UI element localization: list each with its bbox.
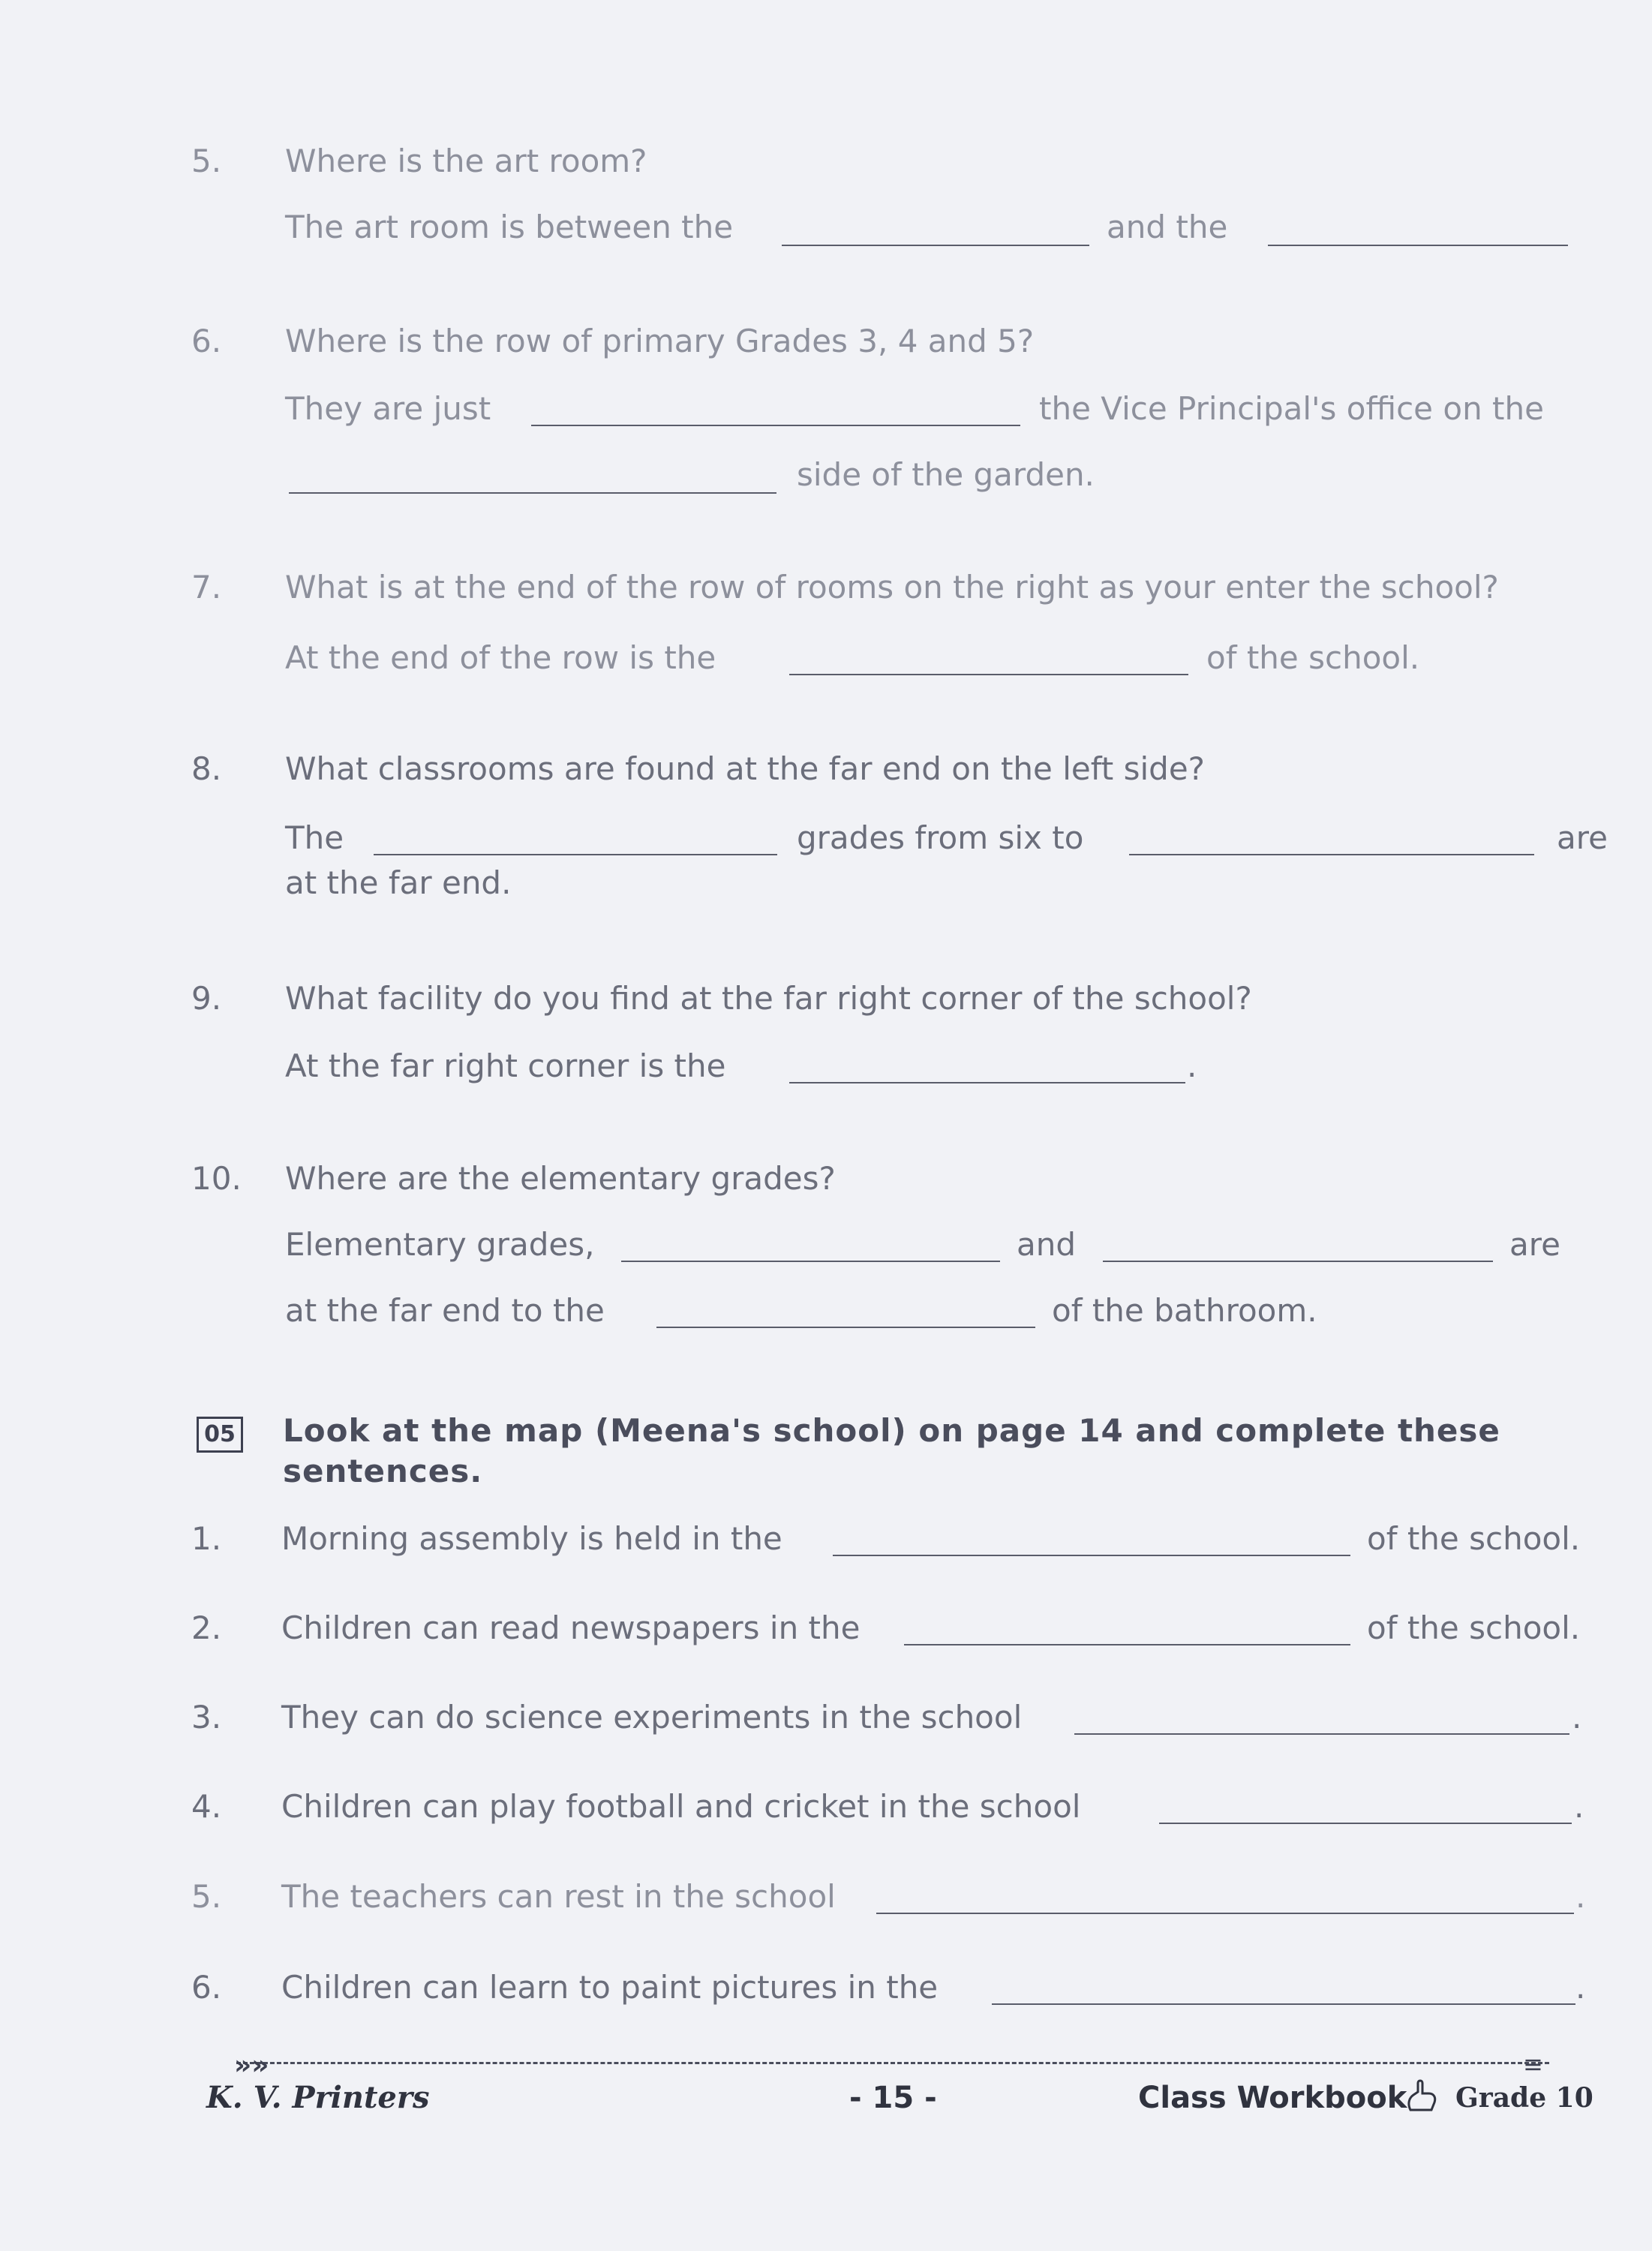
answer-text: of the school.: [1206, 639, 1420, 676]
answer-text: are: [1557, 819, 1608, 856]
publisher-name: K. V. Printers: [206, 2080, 430, 2115]
item-number: 3.: [191, 1699, 222, 1736]
item-end-text: of the school.: [1367, 1520, 1581, 1557]
answer-text: at the far end.: [285, 864, 512, 901]
answer-blank[interactable]: [782, 245, 1089, 246]
question-text: What facility do you find at the far right corner of the school?: [285, 980, 1252, 1017]
question-number: 5.: [191, 143, 222, 179]
question-text: Where is the art room?: [285, 143, 647, 179]
item-end-text: .: [1575, 1969, 1586, 2006]
item-number: 2.: [191, 1609, 222, 1646]
item-end-text: .: [1575, 1878, 1586, 1915]
item-text: The teachers can rest in the school: [281, 1878, 836, 1915]
answer-text: of the bathroom.: [1052, 1292, 1317, 1329]
page-number: - 15 -: [849, 2081, 937, 2115]
question-number: 6.: [191, 323, 222, 359]
answer-text: Elementary grades,: [285, 1226, 595, 1263]
item-text: Morning assembly is held in the: [281, 1520, 782, 1557]
answer-blank[interactable]: [656, 1327, 1035, 1328]
answer-blank[interactable]: [876, 1913, 1574, 1914]
grade-label: Grade 10: [1455, 2082, 1593, 2114]
answer-blank[interactable]: [621, 1261, 1000, 1262]
pointing-hand-icon: [1403, 2077, 1442, 2116]
answer-blank[interactable]: [1268, 245, 1568, 246]
item-end-text: .: [1572, 1699, 1582, 1736]
item-text: Children can learn to paint pictures in the: [281, 1969, 939, 2006]
question-number: 8.: [191, 750, 222, 787]
exercise-instruction-cont: sentences.: [283, 1453, 483, 1489]
answer-blank[interactable]: [1129, 854, 1534, 855]
answer-blank[interactable]: [1074, 1733, 1569, 1735]
question-number: 7.: [191, 569, 222, 606]
answer-blank[interactable]: [992, 2003, 1575, 2005]
exercise-instruction: Look at the map (Meena's school) on page 14 and complete these: [283, 1412, 1500, 1449]
item-text: Children can play football and cricket in the school: [281, 1788, 1081, 1825]
answer-text: At the end of the row is the: [285, 639, 716, 676]
book-title: Class Workbook: [1138, 2081, 1407, 2115]
item-number: 6.: [191, 1969, 222, 2006]
item-text: They can do science experiments in the school: [281, 1699, 1023, 1736]
answer-text: .: [1187, 1047, 1197, 1084]
fletching-decoration-icon: ≡: [1523, 2050, 1543, 2078]
question-number: 9.: [191, 980, 222, 1017]
answer-text: The: [285, 819, 344, 856]
arrow-decoration-icon: »»: [234, 2050, 269, 2081]
item-end-text: .: [1574, 1788, 1584, 1825]
item-text: Children can read newspapers in the: [281, 1609, 861, 1646]
exercise-badge: 05: [197, 1417, 243, 1453]
question-text: Where are the elementary grades?: [285, 1160, 836, 1197]
answer-text: side of the garden.: [797, 456, 1095, 493]
question-text: What is at the end of the row of rooms on the right as your enter the school?: [285, 569, 1499, 606]
item-number: 4.: [191, 1788, 222, 1825]
question-number: 10.: [191, 1160, 242, 1197]
answer-blank[interactable]: [531, 425, 1020, 426]
answer-text: are: [1509, 1226, 1560, 1263]
answer-blank[interactable]: [833, 1555, 1350, 1556]
answer-blank[interactable]: [374, 854, 777, 855]
answer-text: grades from six to: [797, 819, 1084, 856]
item-number: 1.: [191, 1520, 222, 1557]
answer-text: and the: [1107, 209, 1228, 245]
answer-text: at the far end to the: [285, 1292, 605, 1329]
answer-blank[interactable]: [289, 492, 776, 494]
item-end-text: of the school.: [1367, 1609, 1581, 1646]
question-text: Where is the row of primary Grades 3, 4 and 5?: [285, 323, 1035, 359]
answer-blank[interactable]: [1159, 1823, 1572, 1824]
answer-text: At the far right corner is the: [285, 1047, 726, 1084]
answer-blank[interactable]: [789, 674, 1188, 675]
answer-text: The art room is between the: [285, 209, 734, 245]
question-text: What classrooms are found at the far end on the left side?: [285, 750, 1205, 787]
answer-text: They are just: [285, 390, 491, 427]
answer-blank[interactable]: [789, 1082, 1185, 1083]
answer-blank[interactable]: [904, 1644, 1350, 1645]
answer-blank[interactable]: [1103, 1261, 1493, 1262]
answer-text: and: [1017, 1226, 1077, 1263]
answer-text: the Vice Principal's office on the: [1039, 390, 1544, 427]
footer-divider: [236, 2062, 1549, 2064]
item-number: 5.: [191, 1878, 222, 1915]
